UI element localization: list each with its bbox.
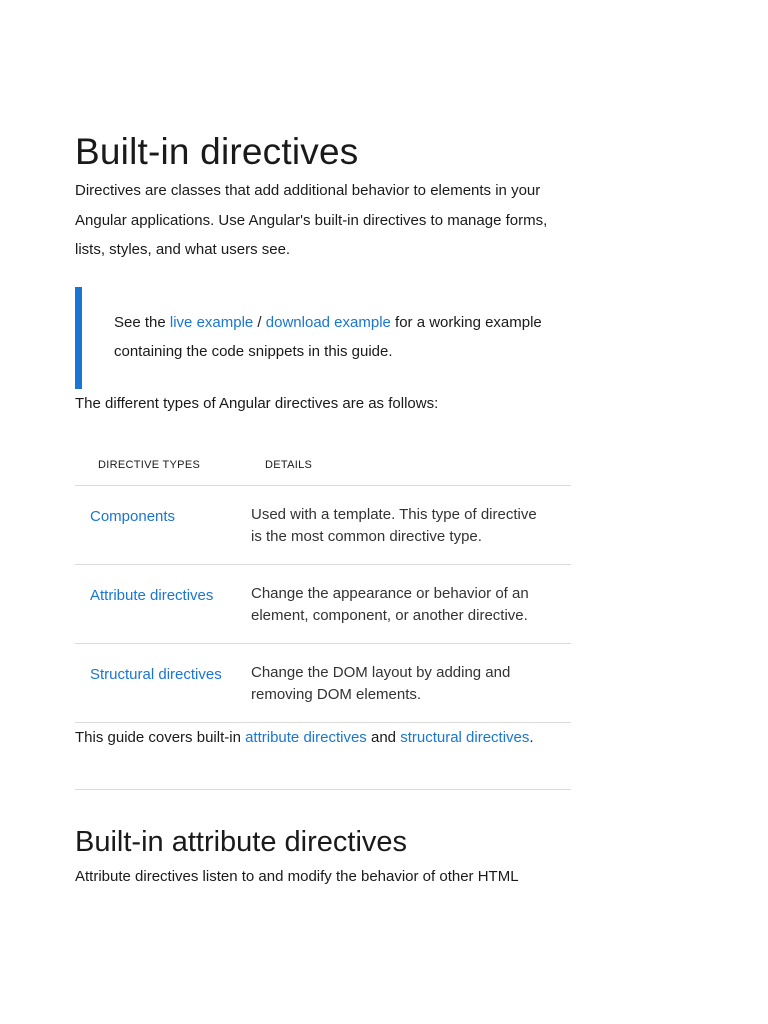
directive-type-cell bbox=[75, 565, 236, 644]
callout-slash: / bbox=[253, 313, 266, 331]
directive-details-cell: Change the appearance or behavior of an element, component, or another directive. bbox=[236, 565, 571, 644]
components-link[interactable]: Components bbox=[90, 508, 176, 525]
types-intro-paragraph: The different types of Angular directives are as follows: bbox=[75, 394, 439, 412]
intro-paragraph: Directives are classes that add additional behavior to elements in your Angular applications. Use Angular's built-in directives to manage forms, lists, styles, and what users see. bbox=[75, 182, 548, 258]
directive-types-table bbox=[75, 446, 571, 723]
callout-prefix: See the bbox=[114, 313, 170, 331]
callout-suffix: for a working example containing the code snippets in this guide. bbox=[114, 313, 542, 360]
attribute-directives-link[interactable]: Attribute directives bbox=[90, 587, 214, 604]
covers-suffix: . bbox=[529, 729, 534, 746]
table-row bbox=[75, 486, 571, 565]
directive-type-cell bbox=[75, 486, 236, 565]
example-callout bbox=[75, 287, 571, 389]
attribute-directives-inline-link[interactable]: attribute directives bbox=[245, 729, 367, 746]
callout-text bbox=[114, 308, 551, 367]
header-directive-types: DIRECTIVE TYPES bbox=[75, 446, 236, 486]
directive-details-cell: Used with a template. This type of directive is the most common directive type. bbox=[236, 486, 571, 565]
guide-covers-paragraph bbox=[75, 723, 571, 753]
attribute-intro-paragraph: Attribute directives listen to and modify the behavior of other HTML bbox=[75, 867, 519, 885]
structural-directives-inline-link[interactable]: structural directives bbox=[400, 729, 530, 746]
covers-mid: and bbox=[366, 729, 401, 746]
directive-type-cell bbox=[75, 644, 236, 723]
table-row bbox=[75, 565, 571, 644]
download-example-link[interactable]: download example bbox=[265, 313, 391, 331]
table-row bbox=[75, 644, 571, 723]
article-content bbox=[75, 128, 571, 891]
live-example-link[interactable]: live example bbox=[169, 313, 254, 331]
directive-details-cell: Change the DOM layout by adding and removing DOM elements. bbox=[236, 644, 571, 723]
table-header-row bbox=[75, 446, 571, 486]
header-details: DETAILS bbox=[236, 446, 571, 486]
structural-directives-link[interactable]: Structural directives bbox=[90, 666, 222, 683]
section-heading: Built-in attribute directives bbox=[75, 825, 408, 858]
section-divider bbox=[75, 789, 571, 790]
page-title: Built-in directives bbox=[75, 131, 359, 172]
covers-prefix: This guide covers built-in bbox=[75, 729, 246, 746]
